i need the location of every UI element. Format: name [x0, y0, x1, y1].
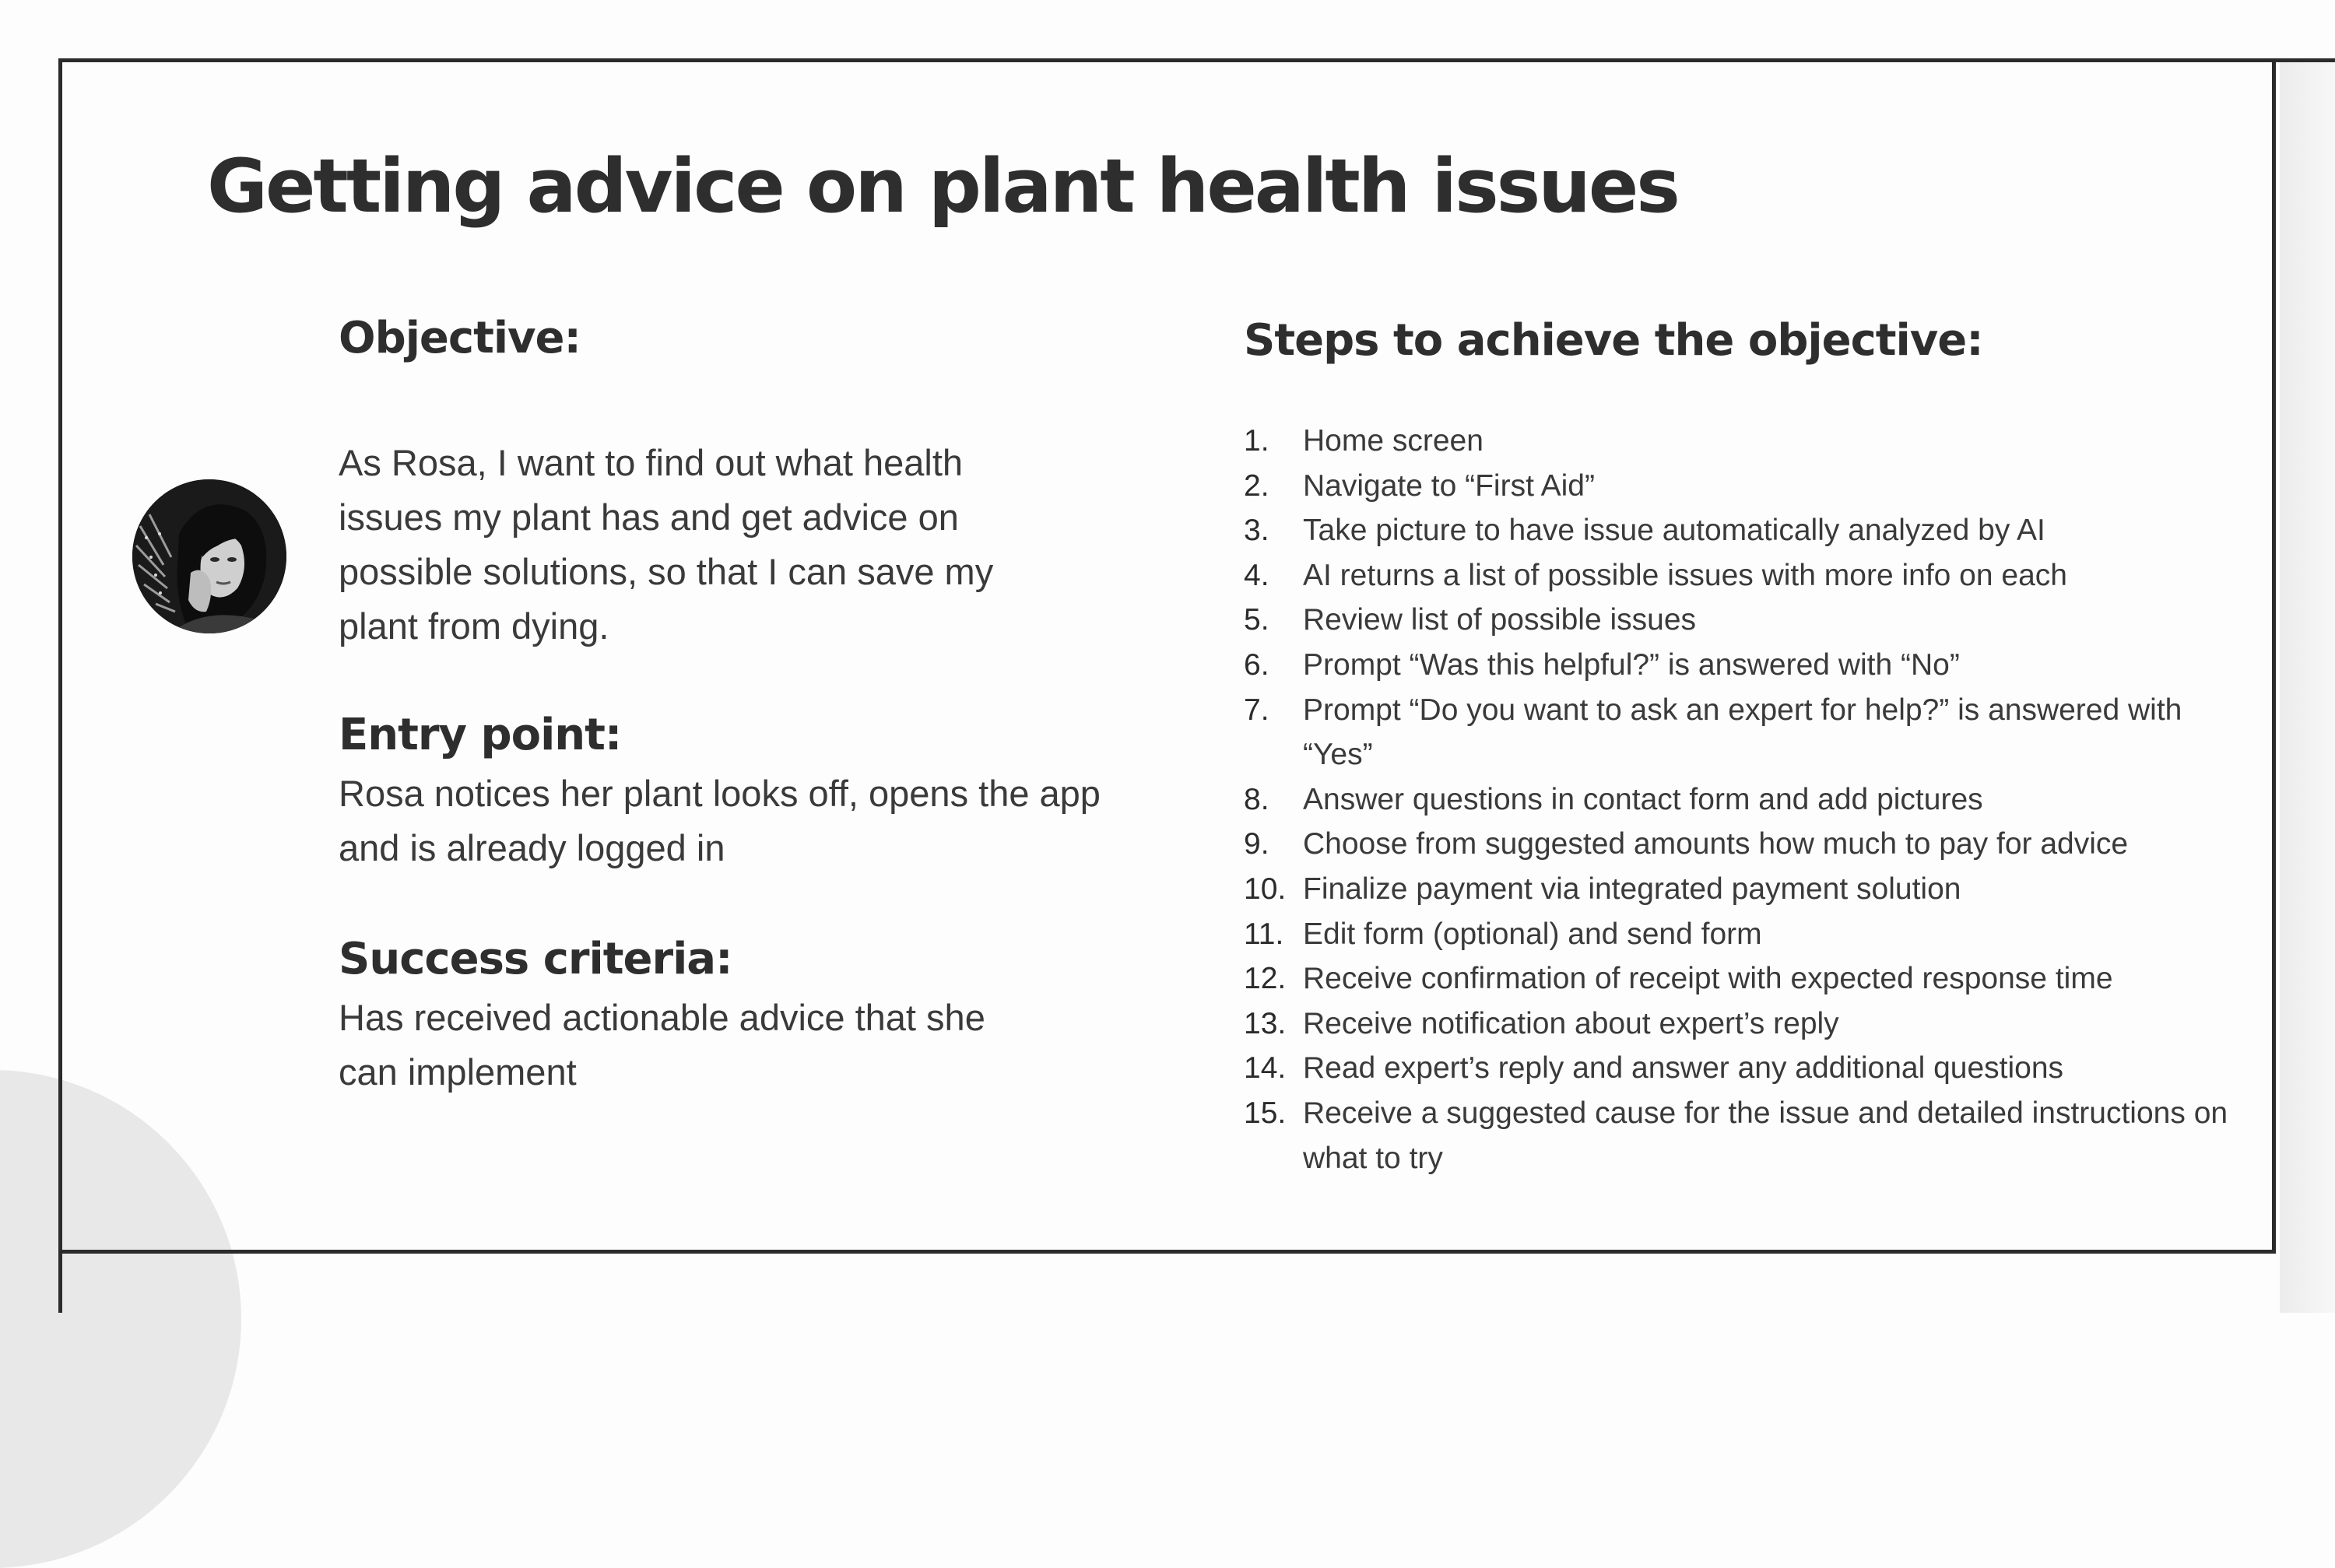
step-number: 7.: [1244, 693, 1269, 727]
step-item: [1244, 688, 2256, 777]
entry-point-heading: Entry point:: [339, 710, 622, 760]
success-criteria-heading: Success criteria:: [339, 934, 732, 984]
step-text: Prompt “Was this helpful?” is answered with “No”: [1303, 647, 1960, 682]
entry-point-text: Rosa notices her plant looks off, opens the app and is already logged in: [339, 773, 1101, 868]
step-text: Navigate to “First Aid”: [1303, 468, 1595, 503]
step-item: [1244, 508, 2256, 553]
step-number: 12.: [1244, 962, 1287, 996]
objective-text: As Rosa, I want to find out what health issues my plant has and get advice on possible solutions, so that I can save my plant from dying.: [339, 442, 994, 647]
step-text: Take picture to have issue automatically analyzed by AI: [1303, 514, 2045, 548]
step-item: [1244, 553, 2256, 598]
step-number: 6.: [1244, 647, 1269, 682]
step-text: Choose from suggested amounts how much to pay for advice: [1303, 827, 2129, 861]
step-text: Receive confirmation of receipt with expected response time: [1303, 962, 2113, 996]
step-number: 15.: [1244, 1096, 1287, 1130]
step-item: [1244, 419, 2256, 464]
step-number: 10.: [1244, 872, 1287, 906]
step-number: 14.: [1244, 1051, 1287, 1086]
step-number: 9.: [1244, 827, 1269, 861]
step-text: Prompt “Do you want to ask an expert for help?” is answered with “Yes”: [1303, 693, 2182, 772]
page-title: Getting advice on plant health issues: [207, 144, 1678, 230]
step-number: 4.: [1244, 558, 1269, 592]
step-text: Finalize payment via integrated payment solution: [1303, 872, 1961, 906]
objective-heading: Objective:: [339, 313, 581, 363]
step-item: [1244, 777, 2256, 823]
step-text: Answer questions in contact form and add pictures: [1303, 782, 1983, 816]
step-number: 2.: [1244, 468, 1269, 503]
step-text: Home screen: [1303, 424, 1484, 458]
step-number: 8.: [1244, 782, 1269, 816]
step-item: [1244, 912, 2256, 957]
step-text: Review list of possible issues: [1303, 603, 1697, 637]
step-item: [1244, 598, 2256, 643]
step-text: Read expert’s reply and answer any additional questions: [1303, 1051, 2064, 1086]
step-item: [1244, 1001, 2256, 1047]
step-item: [1244, 1091, 2256, 1180]
success-criteria-text: Has received actionable advice that she can implement: [339, 997, 985, 1093]
frame-top-extension: [2273, 58, 2335, 62]
step-text: Receive a suggested cause for the issue and detailed instructions on what to try: [1303, 1096, 2228, 1175]
steps-list: [1244, 419, 2256, 1180]
persona-photo-icon: [132, 479, 286, 633]
step-item: [1244, 956, 2256, 1001]
step-item: [1244, 643, 2256, 688]
step-text: AI returns a list of possible issues with more info on each: [1303, 558, 2067, 592]
step-item: [1244, 464, 2256, 509]
step-item: [1244, 822, 2256, 867]
step-text: Edit form (optional) and send form: [1303, 917, 1762, 951]
step-number: 3.: [1244, 514, 1269, 548]
step-number: 5.: [1244, 603, 1269, 637]
persona-avatar: [132, 479, 286, 633]
step-number: 1.: [1244, 424, 1269, 458]
right-edge-strip: [2280, 62, 2335, 1313]
frame-left-extension: [58, 1251, 62, 1313]
steps-heading: Steps to achieve the objective:: [1244, 315, 1983, 366]
step-item: [1244, 867, 2256, 912]
step-number: 11.: [1244, 917, 1284, 951]
step-text: Receive notification about expert’s reply: [1303, 1006, 1839, 1040]
step-number: 13.: [1244, 1006, 1287, 1040]
step-item: [1244, 1046, 2256, 1091]
